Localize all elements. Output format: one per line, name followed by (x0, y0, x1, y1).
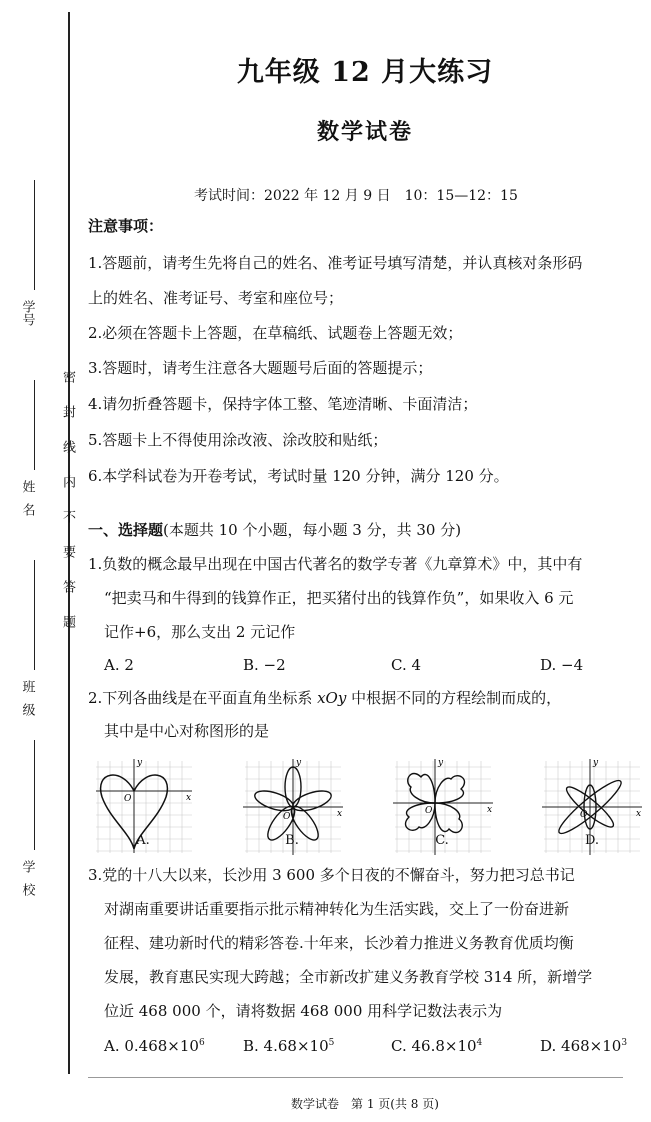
question-3-text: 对湖南重要讲话重要指示批示精神转化为生活实践，交上了一份奋进新 (104, 900, 570, 918)
seal-line-notice: 密封线内不要答题 (60, 370, 75, 650)
origin-label: O (124, 794, 132, 804)
school-label: 学校 (19, 860, 35, 906)
figure-a-label: A. (136, 833, 150, 848)
axis-x-label: x (337, 809, 343, 819)
question-1-text: 记作+6，那么支出 2 元记作 (104, 623, 296, 641)
note-item: 6.本学科试卷为开卷考试，考试时量 120 分钟，满分 120 分。 (88, 467, 509, 485)
origin-label: O (580, 810, 588, 820)
figure-c-label: C. (435, 833, 449, 848)
section-heading: 一、选择题(本题共 10 个小题，每小题 3 分，共 30 分) (88, 521, 462, 539)
origin-label: O (425, 806, 433, 816)
q1-option-d[interactable]: D. −4 (540, 656, 584, 674)
question-3-text: 位近 468 000 个，请将数据 468 000 用科学记数法表示为 (104, 1002, 503, 1020)
notes-heading: 注意事项： (88, 217, 164, 235)
note-item: 上的姓名、准考证号、考室和座位号； (88, 289, 344, 307)
q3-option-b[interactable]: B. $4.68\times 10^5$ (243, 1037, 335, 1055)
axis-y-label: y (296, 758, 302, 768)
exam-time: 考试时间：2022 年 12 月 9 日 10：15—12：15 (194, 188, 518, 204)
axis-x-label: x (186, 793, 192, 803)
axis-y-label: y (593, 758, 599, 768)
q3-option-d[interactable]: D. $468\times 10^3$ (540, 1037, 628, 1055)
q3-option-c[interactable]: C. $46.8\times 10^4$ (391, 1037, 483, 1055)
page-title: 九年级 12 月大练习 (236, 57, 494, 88)
page-footer: 数学试卷 第 1 页(共 8 页) (291, 1097, 439, 1111)
class-label: 班级 (19, 680, 35, 726)
class-blank[interactable] (34, 560, 35, 670)
axis-x-label: x (636, 809, 642, 819)
question-3-text: 3.党的十八大以来，长沙用 3 600 多个日夜的不懈奋斗，努力把习总书记 (88, 866, 575, 884)
footer-divider (88, 1077, 623, 1078)
note-item: 1.答题前，请考生先将自己的姓名、准考证号填写清楚，并认真核对条形码 (88, 254, 583, 272)
student-id-blank[interactable] (34, 180, 35, 290)
q3-option-a[interactable]: A. $0.468\times 10^6$ (104, 1037, 205, 1055)
axis-y-label: y (438, 758, 444, 768)
q1-option-a[interactable]: A. 2 (104, 656, 134, 674)
note-item: 4.请勿折叠答题卡，保持字体工整、笔迹清晰、卡面清洁； (88, 395, 478, 413)
figure-b-label: B. (285, 833, 299, 848)
axis-y-label: y (137, 758, 143, 768)
question-3-text: 征程、建功新时代的精彩答卷.十年来，长沙着力推进义务教育优质均衡 (104, 934, 574, 952)
note-item: 3.答题时，请考生注意各大题题号后面的答题提示； (88, 359, 433, 377)
axis-x-label: x (487, 805, 493, 815)
page-subtitle: 数学试卷 (316, 119, 413, 145)
note-item: 2.必须在答题卡上答题，在草稿纸、试题卷上答题无效； (88, 324, 463, 342)
question-2-text: 其中是中心对称图形的是 (104, 722, 270, 740)
name-blank[interactable] (34, 380, 35, 470)
question-3-text: 发展，教育惠民实现大跨越；全市新改扩建义务教育学校 314 所，新增学 (104, 968, 593, 986)
note-item: 5.答题卡上不得使用涂改液、涂改胶和贴纸； (88, 431, 388, 449)
student-id-label: 学号 (19, 300, 35, 326)
q1-option-b[interactable]: B. −2 (243, 656, 286, 674)
question-1-text: 1.负数的概念最早出现在中国古代著名的数学专著《九章算术》中，其中有 (88, 555, 583, 573)
origin-label: O (283, 812, 291, 822)
question-2-text: 2.下列各曲线是在平面直角坐标系 xOy 中根据不同的方程绘制而成的， (88, 689, 562, 707)
name-label: 姓名 (19, 480, 35, 526)
school-blank[interactable] (34, 740, 35, 850)
figure-d-label: D. (584, 833, 600, 848)
question-1-text: “把卖马和牛得到的钱算作正，把买猪付出的钱算作负”，如果收入 6 元 (104, 589, 574, 607)
q1-option-c[interactable]: C. 4 (391, 656, 422, 674)
